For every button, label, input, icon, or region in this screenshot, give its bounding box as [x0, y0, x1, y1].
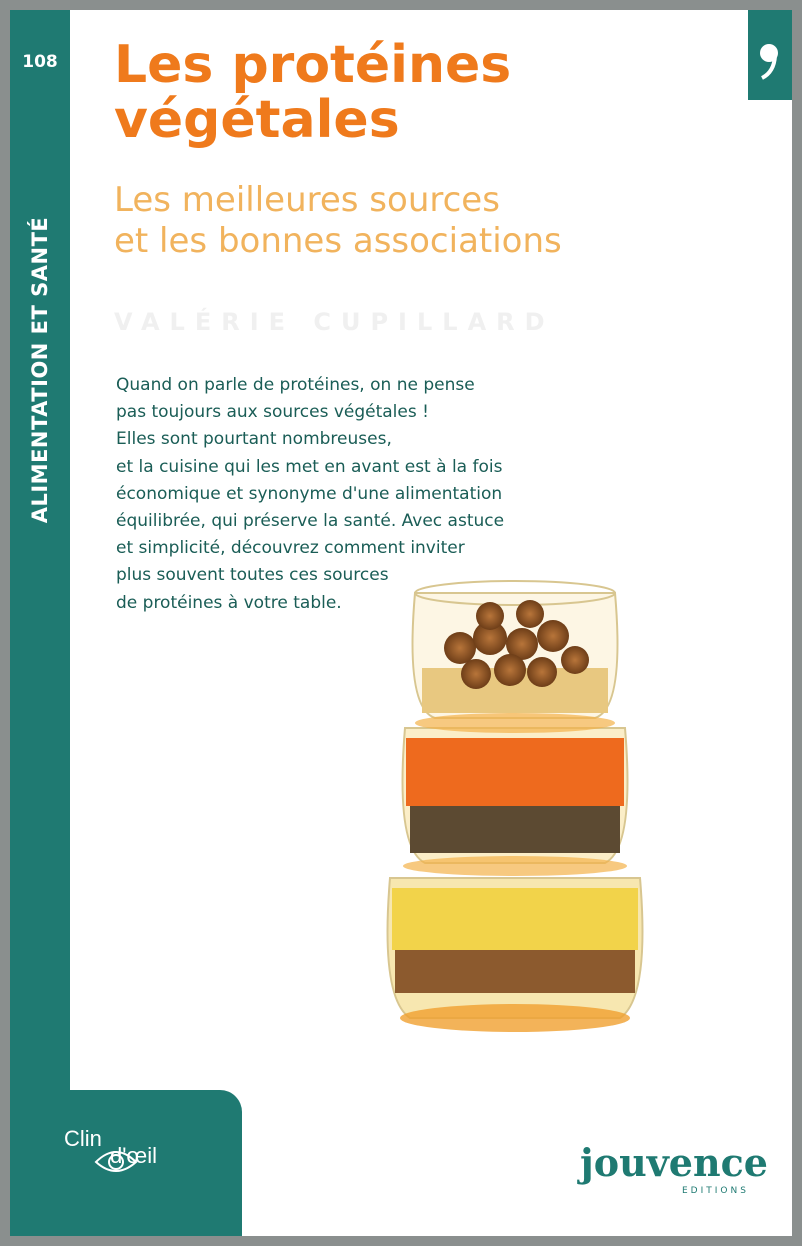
blurb-line: plus souvent toutes ces sources — [116, 565, 389, 586]
series-number: 108 — [22, 52, 58, 72]
author-name: VALÉRIE CUPILLARD — [114, 308, 555, 336]
collection-name: Clin — [64, 1126, 102, 1151]
blurb-line: pas toujours aux sources végétales ! — [116, 402, 429, 423]
comma-mark-icon — [758, 42, 780, 82]
publisher-sub: EDITIONS — [682, 1186, 749, 1196]
blurb-line: et la cuisine qui les met en avant est à la fois — [116, 456, 503, 477]
jar-illustration — [370, 578, 660, 1048]
book-cover — [10, 10, 792, 1236]
blurb-line: Quand on parle de protéines, on ne pense — [116, 375, 475, 395]
series-name: ALIMENTATION ET SANTÉ — [28, 216, 52, 524]
subtitle-line-1: Les meilleures sources — [114, 180, 500, 220]
blurb-line: économique et synonyme d'une alimentation — [116, 483, 503, 504]
book-title — [114, 35, 512, 150]
subtitle-line-2: et les bonnes associations — [114, 221, 562, 262]
collection-name-suffix: d'œil — [110, 1143, 157, 1168]
book-subtitle — [114, 180, 562, 263]
blurb-line: et simplicité, découvrez comment inviter — [116, 538, 465, 559]
blurb-line: équilibrée, qui préserve la santé. Avec astuce — [116, 510, 505, 531]
blurb-line: de protéines à votre table. — [116, 592, 342, 613]
publisher-logo: jouvence — [580, 1140, 768, 1185]
blurb-line: Elles sont pourtant nombreuses, — [116, 429, 392, 450]
title-line-1: Les protéines — [114, 35, 512, 95]
side-band — [10, 10, 70, 1236]
title-line-2: végétales — [114, 89, 400, 150]
